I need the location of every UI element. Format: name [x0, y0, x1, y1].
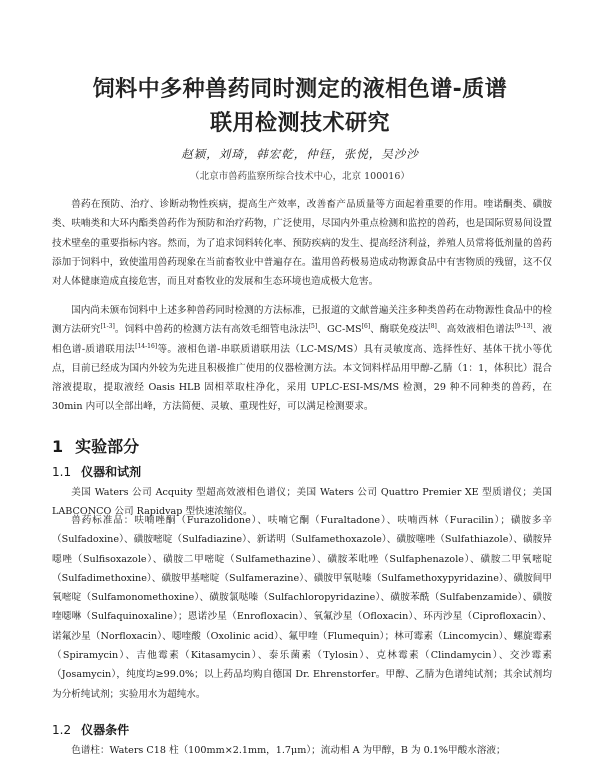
conditions-paragraph: 色谱柱：Waters C18 柱（100mm×2.1mm，1.7μm）；流动相 A 为甲醇，B 为 0.1%甲酸水溶液；: [71, 745, 506, 756]
subsection-number: 1.2: [52, 723, 72, 737]
citation: [14-16]: [135, 342, 158, 350]
citation: [8]: [428, 323, 437, 331]
text-run: 、高效液相色谱法: [436, 324, 515, 336]
intro-paragraph-2: [52, 301, 552, 417]
affiliation: （北京市兽药监察所综合技术中心，北京 100016）: [190, 171, 410, 182]
author-list: 赵颖，刘琦，韩宏乾，仲钰，张悦，吴沙沙: [181, 147, 419, 161]
citation: [6]: [361, 323, 371, 331]
subsection-title: 仪器条件: [81, 723, 130, 737]
citation: [1-3]: [100, 323, 115, 331]
section-title: 实验部分: [75, 437, 140, 456]
section-number: 1: [52, 437, 64, 456]
text-run: 、酶联免疫法: [370, 324, 429, 336]
title-line-2: 联用检测技术研究: [209, 111, 390, 136]
subsection-heading: [52, 463, 141, 480]
intro-paragraph-1: 兽药在预防、治疗、诊断动物性疾病，提高生产效率，改善畜产品质量等方面起着重要的作用。喹诺酮类、磺胺类、呋喃类和大环内酯类兽药作为预防和治疗药物，广泛使用，尽国内外重点检测和监控的兽药，也是国际贸易间设置技术壁垒的重要指标内容。然而，为了追求饲料转化率、预防疾病的发生、提高经济利益，养殖人员常将低剂量的兽药添加于饲料中，致使滥用兽药现象在当前畜牧业中普遍存在。滥用兽药极易造成动物源食品中有害物质的残留，这不仅对人体健康造成直接危害，而且对畜牧业的发展和生态环境也造成极大危害。: [52, 199, 552, 288]
citation: [5]: [308, 323, 318, 331]
text-run: 、液相色谱-质谱联用法: [52, 324, 553, 355]
text-run: 、GC-MS: [317, 324, 362, 336]
text-run: 。饲料中兽药的检测方法有高效毛细管电泳法: [114, 324, 309, 336]
subsection-title: 仪器和试剂: [81, 465, 142, 479]
citation: [9-13]: [514, 323, 533, 331]
section-heading: [52, 434, 139, 457]
instruments-paragraph: 美国 Waters 公司 Acquity 型超高效液相色谱仪；美国 Waters 公司 Quattro Premier XE 型质谱仪；美国 LABCONCO 公司 Rapidvap 型快速浓缩仪。: [52, 487, 552, 518]
text-run: 等。液相色谱-串联质谱联用法（LC-MS/MS）具有灵敏度高、选择性好、基体干扰小等优点，目前已经成为国内外较为先进且积极推广使用的仪器检测方法。本文饲料样品用甲醇-乙腈（1：1，体积比）混合溶液提取，提取液经 Oasis HLB 固相萃取柱净化，采用 UPLC-ESI-MS/MS 检测，29 种不同种类的兽药，在 30min 内可以全部出峰，方法简便、灵敏、重现性好，可以满足检测要求。: [52, 343, 553, 413]
title-line-1: 饲料中多种兽药同时测定的液相色谱-质谱: [92, 77, 508, 102]
standards-paragraph: 兽药标准品：呋喃唑酮（Furazolidone）、呋喃它酮（Furaltadone）、呋喃西林（Furacilin）；磺胺多辛（Sulfadoxine）、磺胺嘧啶（Sulfadiazine）、新诺明（Sulfamethoxazole）、磺胺噻唑（Sulfathiazole）、磺胺异噁唑（Sulfisoxazole）、磺胺二甲嘧啶（Sulfamethazine）、磺胺苯吡唑（Sulfaphenazole）、磺胺二甲氧嘧啶（Sulfadimethoxine）、磺胺甲基嘧啶（Sulfamerazine）、磺胺甲氧哒嗪（Sulfamethoxypyridazine）、磺胺间甲氧嘧啶（Sulfamonomethoxine）、磺胺氯哒嗪（Sulfachloropyridazine）、磺胺苯酰（Sulfabenzamide）、磺胺喹噁啉（Sulfaquinoxaline）；恩诺沙星（Enrofloxacin）、氧氟沙星（Ofloxacin）、环丙沙星（Ciprofloxacin）、诺氟沙星（Norfloxacin）、噁喹酸（Oxolinic acid）、氟甲喹（Flumequin）；林可霉素（Lincomycin）、螺旋霉素（Spiramycin）、吉他霉素（Kitasamycin）、泰乐菌素（Tylosin）、克林霉素（Clindamycin）、交沙霉素（Josamycin），纯度均≥99.0%；以上药品均购自德国 Dr. Ehrenstorfer。甲醇、乙腈为色谱纯试剂；其余试剂均为分析纯试剂；实验用水为超纯水。: [52, 515, 552, 700]
text-run: 国内尚未颁布饲料中上述多种兽药同时检测的方法标准，已报道的文献普遍关注多种类兽药在动物源性食品中的检测方法研究: [52, 305, 552, 336]
subsection-number: 1.1: [52, 465, 72, 479]
subsection-heading: [52, 721, 129, 738]
